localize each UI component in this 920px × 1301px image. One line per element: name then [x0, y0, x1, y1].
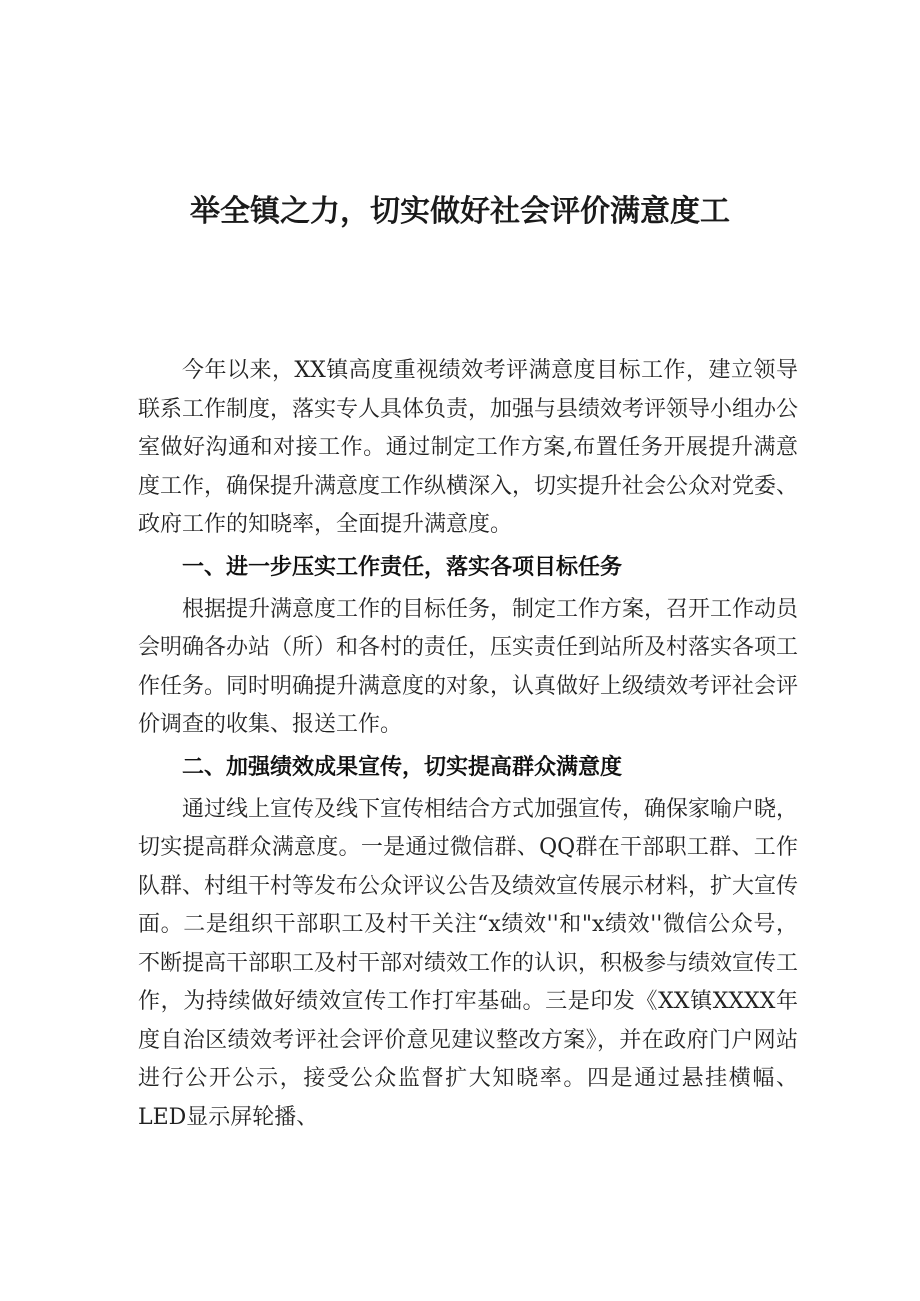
- section-heading-1: 一、进一步压实工作责任，落实各项目标任务: [182, 554, 623, 580]
- paragraph-section-1: 根据提升满意度工作的目标任务，制定工作方案，召开工作动员会明确各办站（所）和各村的责任，压实责任到站所及村落实各项工作任务。同时明确提升满意度的对象，认真做好上级绩效考评社会评价调查的收集、报送工作。: [138, 596, 799, 737]
- paragraph-intro: 今年以来，XX镇高度重视绩效考评满意度目标工作，建立领导联系工作制度，落实专人具体负责，加强与县绩效考评领导小组办公室做好沟通和对接工作。通过制定工作方案,布置任务开展提升满意度工作，确保提升满意度工作纵横深入，切实提升社会公众对党委、政府工作的知晓率，全面提升满意度。: [138, 358, 799, 537]
- document-body: [138, 352, 798, 1137]
- document-title: 举全镇之力，切实做好社会评价满意度工: [190, 194, 730, 229]
- paragraph-section-2: 通过线上宣传及线下宣传相结合方式加强宣传，确保家喻户晓，切实提高群众满意度。一是通过微信群、QQ群在干部职工群、工作队群、村组干村等发布公众评议公告及绩效宣传展示材料，扩大宣传面。二是组织干部职工及村干关注“x绩效''和"x绩效''微信公众号，不断提高干部职工及村干部对绩效工作的认识，积极参与绩效宣传工作，为持续做好绩效宣传工作打牢基础。三是印发《XX镇XXXX年度自治区绩效考评社会评价意见建议整改方案》，并在政府门户网站进行公开公示，接受公众监督扩大知晓率。四是通过悬挂横幅、LED显示屏轮播、: [138, 796, 799, 1130]
- section-heading-2: 二、加强绩效成果宣传，切实提高群众满意度: [182, 754, 623, 780]
